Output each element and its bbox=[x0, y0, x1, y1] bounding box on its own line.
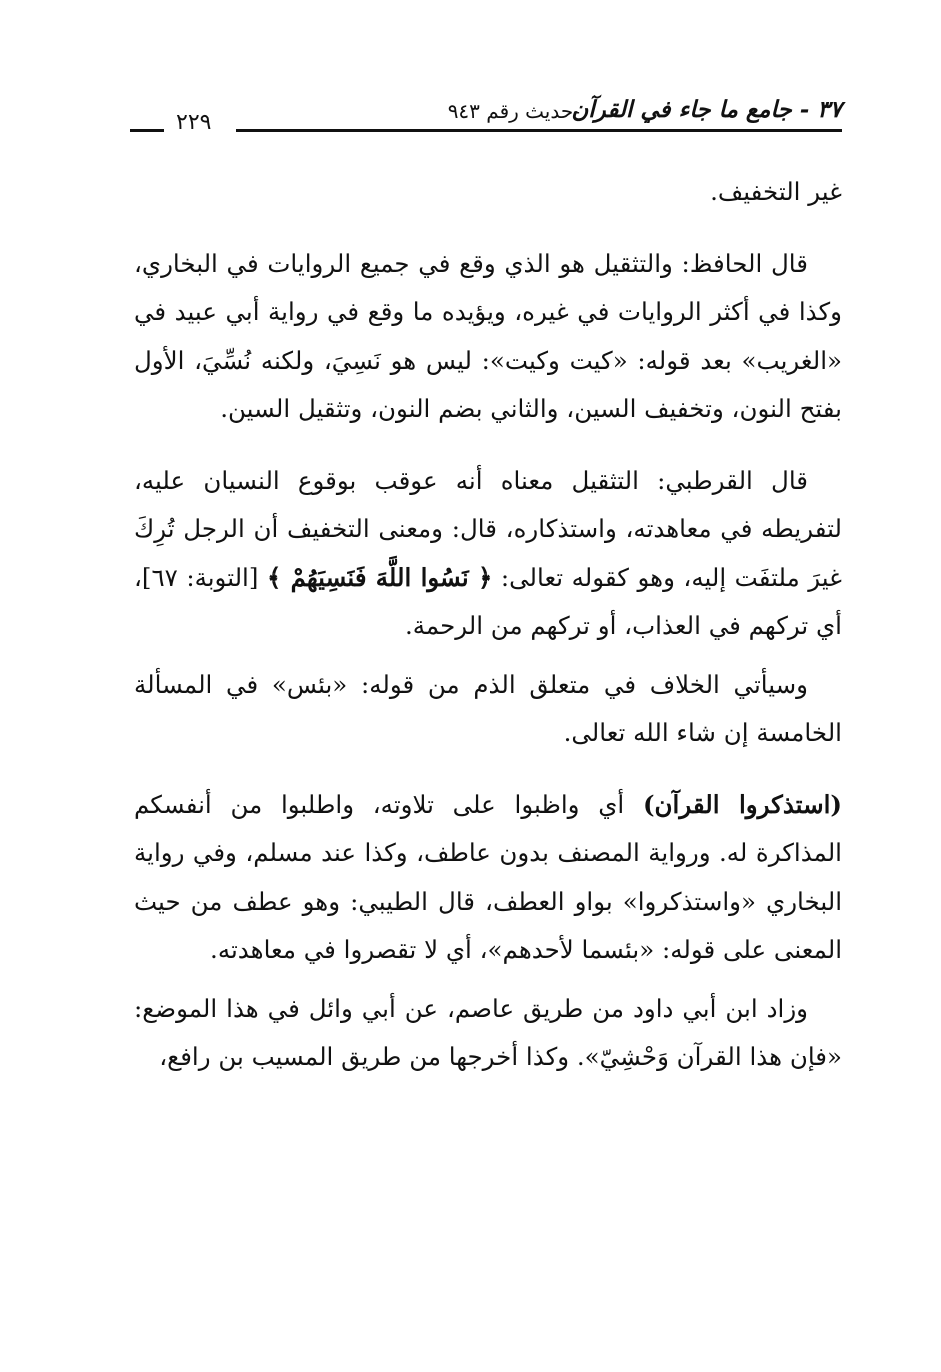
body-text bbox=[134, 168, 842, 1082]
chapter-title: ٣٧ - جامع ما جاء في القرآن bbox=[571, 96, 842, 123]
istadhkiru-text: أي واظبوا على تلاوته، واطلبوا من أنفسكم المذاكرة له. ورواية المصنف بدون عاطف، وكذا عند مسلم، وفي رواية البخاري «واستذكروا» بواو العطف، قال الطيبي: وهو عطف من حيث المعنى على قوله: «بئسما لأحدهم»، أي لا تقصروا في معاهدته. bbox=[134, 789, 842, 964]
paragraph-istadhkiru bbox=[134, 781, 842, 975]
matn-phrase: (استذكروا القرآن) bbox=[642, 789, 842, 819]
paragraph-ibn-abi-dawud: وزاد ابن أبي داود من طريق عاصم، عن أبي وائل في هذا الموضع: «فإن هذا القرآن وَحْشِيّ». وكذا أخرجها من طريق المسيب بن رافع، bbox=[134, 993, 842, 1071]
paragraph-hafiz: قال الحافظ: والتثقيل هو الذي وقع في جميع الروايات في البخاري، وكذا في أكثر الروايات في غيره، ويؤيده ما وقع في رواية أبي عبيد في «الغريب» بعد قوله: «كيت وكيت»: ليس هو نَسِيَ، ولكنه نُسِّيَ، الأول بفتح النون، وتخفيف السين، والثاني بضم النون، وتثقيل السين. bbox=[134, 248, 842, 423]
hadith-number: -حديث رقم ٩٤٣ bbox=[447, 99, 580, 123]
qurtubi-text-end: [التوبة: ٦٧]، أي تركهم في العذاب، أو تركهم من الرحمة. bbox=[134, 562, 842, 640]
header-rule bbox=[236, 129, 842, 132]
running-header bbox=[130, 96, 842, 144]
page-number-dash bbox=[130, 129, 164, 132]
page-number: ٢٢٩ bbox=[176, 110, 212, 135]
qurtubi-text: قال القرطبي: التثقيل معناه أنه عوقب بوقوع النسيان عليه، لتفريطه في معاهدته، واستذكاره، قال: ومعنى التخفيف أن الرجل تُرِكَ غيرَ ملتفَت إليه، وهو كقوله تعالى: bbox=[134, 465, 842, 592]
paragraph-qurtubi bbox=[134, 457, 842, 651]
quran-verse: ﴿ نَسُوا اللَّهَ فَنَسِيَهُمْ ﴾ bbox=[266, 562, 493, 592]
paragraph-continuation: غير التخفيف. bbox=[710, 177, 842, 206]
paragraph-khilaf: وسيأتي الخلاف في متعلق الذم من قوله: «بئس» في المسألة الخامسة إن شاء الله تعالى. bbox=[134, 669, 842, 747]
